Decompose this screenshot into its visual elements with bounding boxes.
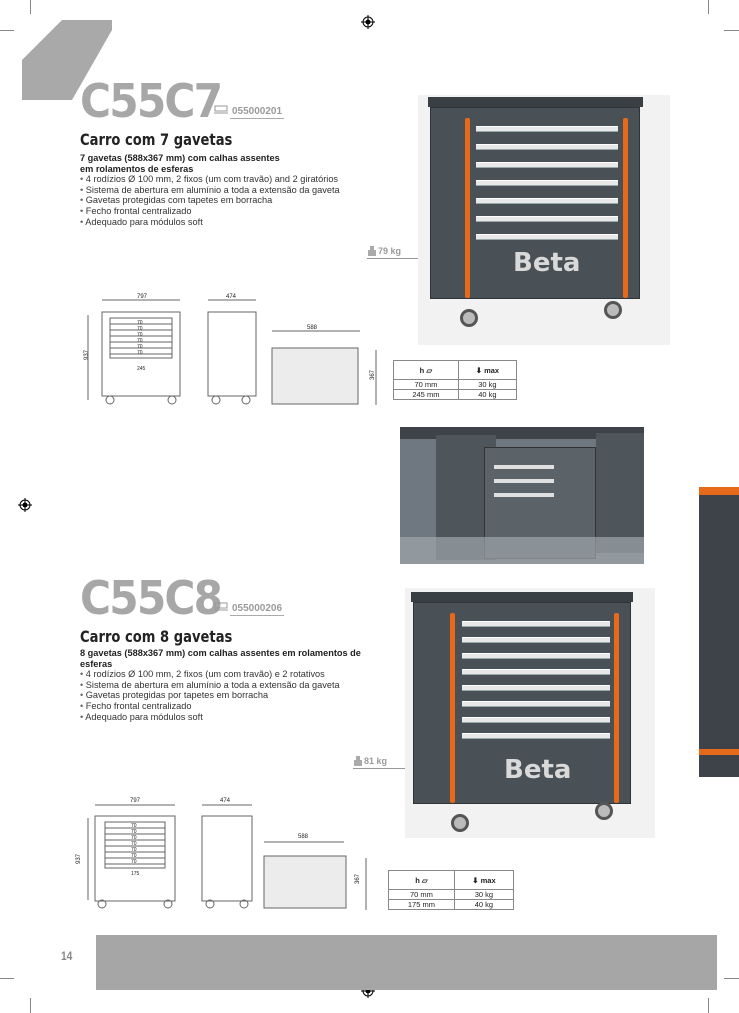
drawer-heights bbox=[131, 823, 139, 877]
crop-mark bbox=[708, 998, 709, 1013]
max-header bbox=[454, 871, 513, 890]
drawer bbox=[462, 733, 610, 739]
drawer-icon: ▱ bbox=[426, 365, 433, 375]
technical-drawing bbox=[80, 290, 380, 415]
table-cell: 40 kg bbox=[454, 900, 513, 910]
dim-depth: 474 bbox=[226, 294, 237, 300]
h-header bbox=[394, 361, 459, 380]
drawer-height: 70 bbox=[131, 853, 137, 859]
product-lead: 8 gavetas (588x367 mm) com calhas assentes em rolamentos de esferas bbox=[80, 648, 361, 669]
workshop-photo bbox=[400, 427, 644, 564]
weight-divider bbox=[367, 258, 419, 259]
feature-item: • Sistema de abertura em alumínio a toda a extensão da gaveta bbox=[80, 185, 380, 196]
drawer bbox=[462, 621, 610, 627]
drawer bbox=[476, 162, 618, 168]
feature-item: • Fecho frontal centralizado bbox=[80, 206, 380, 217]
crop-mark bbox=[724, 978, 739, 979]
feature-item: • 4 rodízios Ø 100 mm, 2 fixos (um com travão) and 2 giratórios bbox=[80, 174, 380, 185]
product-photo bbox=[405, 588, 655, 838]
drawer-height: 70 bbox=[137, 326, 143, 332]
max-load-icon: ⬇ bbox=[472, 875, 479, 885]
drawer-icon: ▱ bbox=[421, 875, 428, 885]
crop-mark bbox=[0, 30, 14, 31]
drawer bbox=[476, 126, 618, 132]
article-number-icon bbox=[214, 602, 228, 611]
cabinet-top bbox=[428, 97, 643, 107]
feature-item: • 4 rodízios Ø 100 mm, 2 fixos (um com travão) e 2 rotativos bbox=[80, 669, 380, 680]
drawer-height: 70 bbox=[137, 338, 143, 344]
max-load-icon: ⬇ bbox=[475, 365, 482, 375]
dim-height: 937 bbox=[76, 853, 83, 865]
drawer bbox=[462, 701, 610, 707]
product-photo bbox=[418, 95, 670, 345]
h-label: h bbox=[415, 875, 420, 885]
feature-item: • Gavetas protegidas por tapetes em borracha bbox=[80, 690, 380, 701]
drawer-height: 70 bbox=[131, 859, 137, 865]
dim-drawer-depth: 367 bbox=[370, 369, 377, 381]
cabinet-top bbox=[411, 592, 633, 602]
dim-height: 937 bbox=[84, 349, 91, 361]
drawer-height: 70 bbox=[131, 841, 137, 847]
feature-item: • Adequado para módulos soft bbox=[80, 712, 380, 723]
table-cell: 175 mm bbox=[389, 900, 455, 910]
drawer bbox=[476, 144, 618, 150]
dim-drawer-width: 588 bbox=[307, 325, 318, 331]
drawer-height: 70 bbox=[137, 332, 143, 338]
drawer bbox=[462, 653, 610, 659]
table-row bbox=[389, 900, 514, 910]
crop-mark bbox=[30, 0, 31, 14]
article-number-icon bbox=[214, 105, 228, 114]
table-cell: 30 kg bbox=[454, 890, 513, 900]
feature-item: • Adequado para módulos soft bbox=[80, 217, 380, 228]
page-number: 14 bbox=[61, 949, 73, 963]
drawer bbox=[476, 216, 618, 222]
h-header bbox=[389, 871, 455, 890]
table-cell: 40 kg bbox=[458, 390, 516, 400]
product-lead: 7 gavetas (588x367 mm) com calhas assentes em rolamentos de esferas bbox=[80, 153, 280, 174]
product-title: Carro com 8 gavetas bbox=[80, 627, 233, 646]
side-handle bbox=[465, 118, 470, 298]
dim-depth: 474 bbox=[220, 798, 231, 804]
max-header bbox=[458, 361, 516, 380]
feature-list bbox=[80, 174, 380, 227]
drawer-height: 70 bbox=[131, 835, 137, 841]
registration-mark-icon bbox=[361, 15, 375, 29]
dim-width: 797 bbox=[137, 294, 148, 300]
feature-item: • Gavetas protegidas com tapetes em borracha bbox=[80, 195, 380, 206]
article-number: 055000206 bbox=[232, 603, 283, 614]
side-handle bbox=[614, 613, 619, 803]
wheel bbox=[604, 301, 622, 319]
side-handle bbox=[450, 613, 455, 803]
product-code: C55C7 bbox=[80, 74, 222, 128]
drawer-height: 70 bbox=[131, 847, 137, 853]
feature-item: • Fecho frontal centralizado bbox=[80, 701, 380, 712]
drawer-heights bbox=[137, 320, 145, 372]
footer-bar bbox=[96, 935, 717, 990]
table-row bbox=[394, 380, 517, 390]
drawer bbox=[462, 669, 610, 675]
feature-item: • Sistema de abertura em alumínio a toda a extensão da gaveta bbox=[80, 680, 380, 691]
wheel bbox=[451, 814, 469, 832]
crop-mark bbox=[0, 978, 14, 979]
product-code: C55C8 bbox=[80, 571, 222, 625]
weight-icon bbox=[353, 756, 363, 766]
brand-logo: Beta bbox=[504, 755, 572, 785]
article-number: 055000201 bbox=[232, 106, 283, 117]
table-cell: 70 mm bbox=[389, 890, 455, 900]
table-cell: 245 mm bbox=[394, 390, 459, 400]
drawer bbox=[462, 637, 610, 643]
max-label: max bbox=[484, 365, 500, 375]
load-table bbox=[388, 870, 514, 910]
cabinet-body bbox=[430, 107, 640, 299]
load-table bbox=[393, 360, 517, 400]
drawer-height: 70 bbox=[137, 350, 143, 356]
h-label: h bbox=[419, 365, 425, 375]
feature-list bbox=[80, 669, 380, 722]
max-label: max bbox=[480, 875, 496, 885]
edge-photo bbox=[699, 487, 739, 777]
technical-drawing bbox=[80, 800, 370, 920]
product-weight: 81 kg bbox=[364, 756, 388, 766]
weight-icon bbox=[367, 246, 377, 256]
table-row bbox=[389, 890, 514, 900]
drawer-height: 70 bbox=[137, 320, 143, 326]
drawer bbox=[462, 685, 610, 691]
wheel bbox=[460, 309, 478, 327]
dim-width: 797 bbox=[130, 798, 141, 804]
table-cell: 30 kg bbox=[458, 380, 516, 390]
dim-drawer-width: 588 bbox=[298, 834, 309, 840]
drawer-height: 70 bbox=[131, 829, 137, 835]
product-description bbox=[80, 153, 380, 227]
drawer bbox=[476, 198, 618, 204]
crop-mark bbox=[30, 998, 31, 1013]
drawer-height: 70 bbox=[137, 344, 143, 350]
side-handle bbox=[623, 118, 628, 298]
drawer bbox=[462, 717, 610, 723]
drawer bbox=[476, 234, 618, 240]
crop-mark bbox=[708, 0, 709, 14]
wheel bbox=[595, 802, 613, 820]
crop-mark bbox=[724, 30, 739, 31]
registration-mark-icon bbox=[18, 498, 32, 512]
table-cell: 70 mm bbox=[394, 380, 459, 390]
brand-logo: Beta bbox=[513, 248, 581, 278]
cabinet-body bbox=[413, 602, 631, 804]
product-weight: 79 kg bbox=[378, 246, 402, 256]
drawer bbox=[476, 180, 618, 186]
product-description bbox=[80, 648, 380, 722]
drawer-height: 70 bbox=[131, 823, 137, 829]
product-title: Carro com 7 gavetas bbox=[80, 130, 233, 149]
dim-drawer-depth: 367 bbox=[355, 873, 362, 885]
drawer-height: 245 bbox=[137, 366, 146, 372]
table-row bbox=[394, 390, 517, 400]
weight-divider bbox=[353, 768, 413, 769]
drawer-height: 175 bbox=[131, 871, 140, 877]
